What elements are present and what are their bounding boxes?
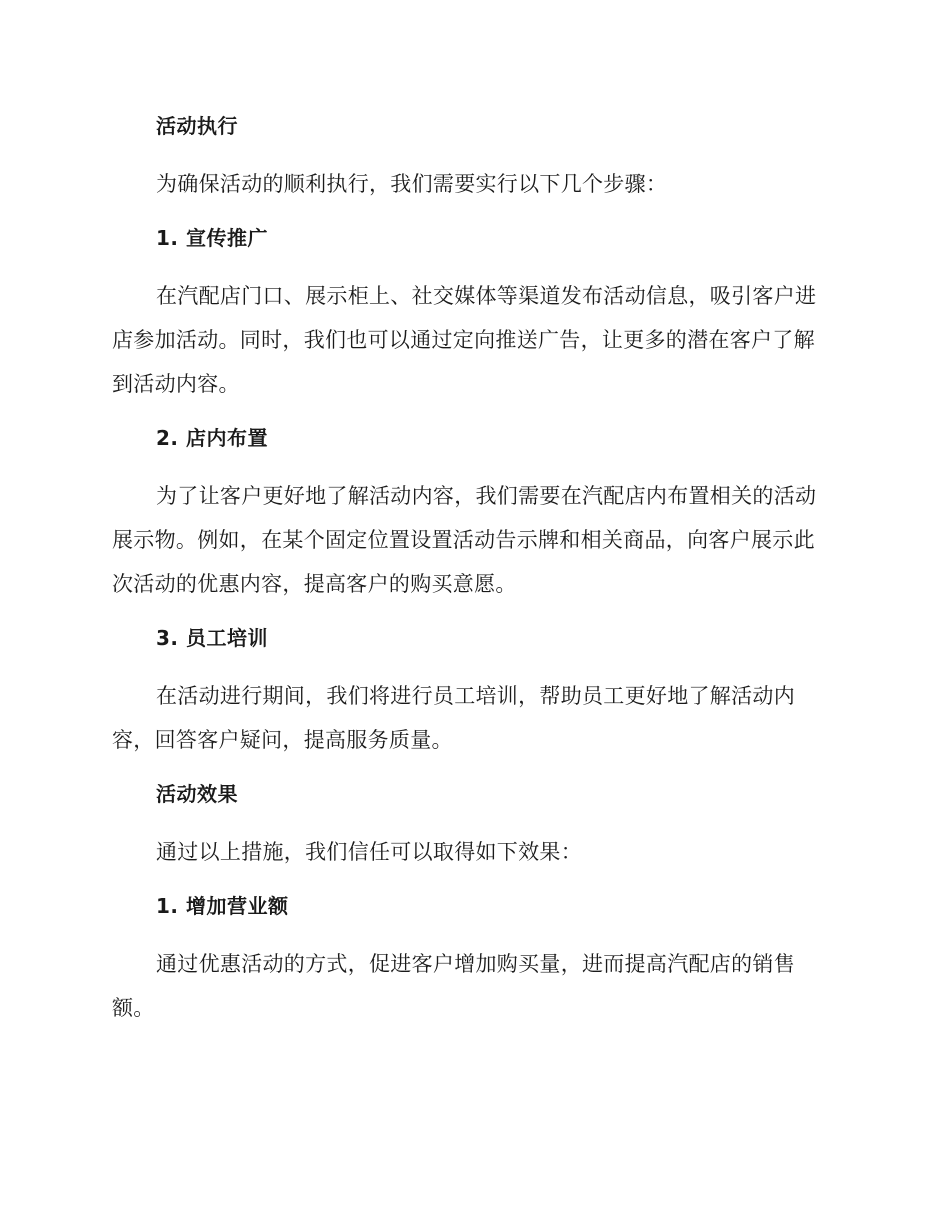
paragraph [112,274,832,406]
paragraph-line: 到活动内容。 [112,372,240,396]
paragraph-line: 在活动进行期间，我们将进行员工培训，帮助员工更好地了解活动内 [156,684,795,708]
paragraph [112,674,832,762]
subsection-heading: 1. 宣传推广 [156,226,268,250]
paragraph-line: 在汽配店门口、展示柜上、社交媒体等渠道发布活动信息，吸引客户进 [156,284,817,308]
paragraph [112,942,832,1030]
paragraph-line: 次活动的优惠内容，提高客户的购买意愿。 [112,572,517,596]
paragraph-line: 店参加活动。同时，我们也可以通过定向推送广告，让更多的潜在客户了解 [112,328,815,352]
paragraph-line: 额。 [112,996,155,1020]
subsection-heading: 3. 员工培训 [156,626,268,650]
paragraph [112,474,832,606]
paragraph-line: 展示物。例如，在某个固定位置设置活动告示牌和相关商品，向客户展示此 [112,528,815,552]
paragraph-line: 容，回答客户疑问，提高服务质量。 [112,728,453,752]
paragraph-line: 为了让客户更好地了解活动内容，我们需要在汽配店内布置相关的活动 [156,484,817,508]
paragraph-line: 通过优惠活动的方式，促进客户增加购买量，进而提高汽配店的销售 [156,952,795,976]
document-body [112,108,832,1044]
subsection-heading: 2. 店内布置 [156,426,268,450]
section-title-activity-effect: 活动效果 [156,782,238,806]
section-intro: 通过以上措施，我们信任可以取得如下效果： [156,840,582,864]
section-title-activity-execution: 活动执行 [156,114,238,138]
subsection-heading: 1. 增加营业额 [156,894,289,918]
section-intro: 为确保活动的顺利执行，我们需要实行以下几个步骤： [156,172,668,196]
